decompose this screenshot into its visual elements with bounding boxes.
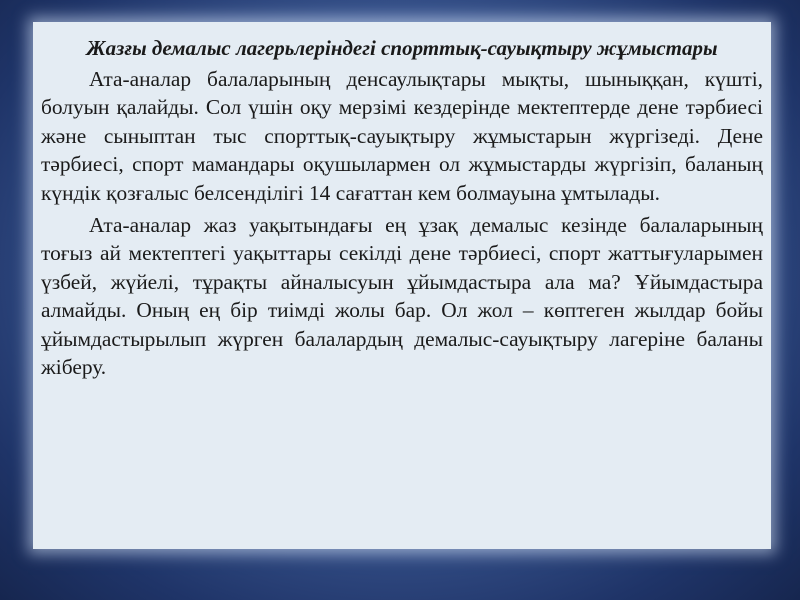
slide-text-box xyxy=(33,22,771,549)
slide-title: Жазғы демалыс лагерьлеріндегі спорттық-сауықтыру жұмыстары xyxy=(86,36,718,60)
paragraph-2: Ата-аналар жаз уақытындағы ең ұзақ демалыс кезінде балаларының тоғыз ай мектептегі уақыттары секілді дене тәрбиесі, спорт жаттығуларымен үзбей, жүйелі, тұрақты айналысуын ұйымдастыра ала ма? Ұйымдастыра алмайды. Оның ең бір тиімді жолы бар. Ол жол – көптеген жылдар бойы ұйымдастырылып жүрген балалардың демалыс-сауықтыру лагеріне баланы жіберу. xyxy=(41,213,763,380)
paragraph-1: Ата-аналар балаларының денсаулықтары мықты, шыныққан, күшті, болуын қалайды. Сол үшін оқу мерзімі кездерінде мектептерде дене тәрбиесі және сыныптан тыс спорттық-сауықтыру жұмыстарын жүргізеді. Дене тәрбиесі, спорт мамандары оқушылармен ол жұмыстарды жүргізіп, баланың күндік қозғалыс белсенділігі 14 сағаттан кем болмауына ұмтылады. xyxy=(41,67,763,205)
